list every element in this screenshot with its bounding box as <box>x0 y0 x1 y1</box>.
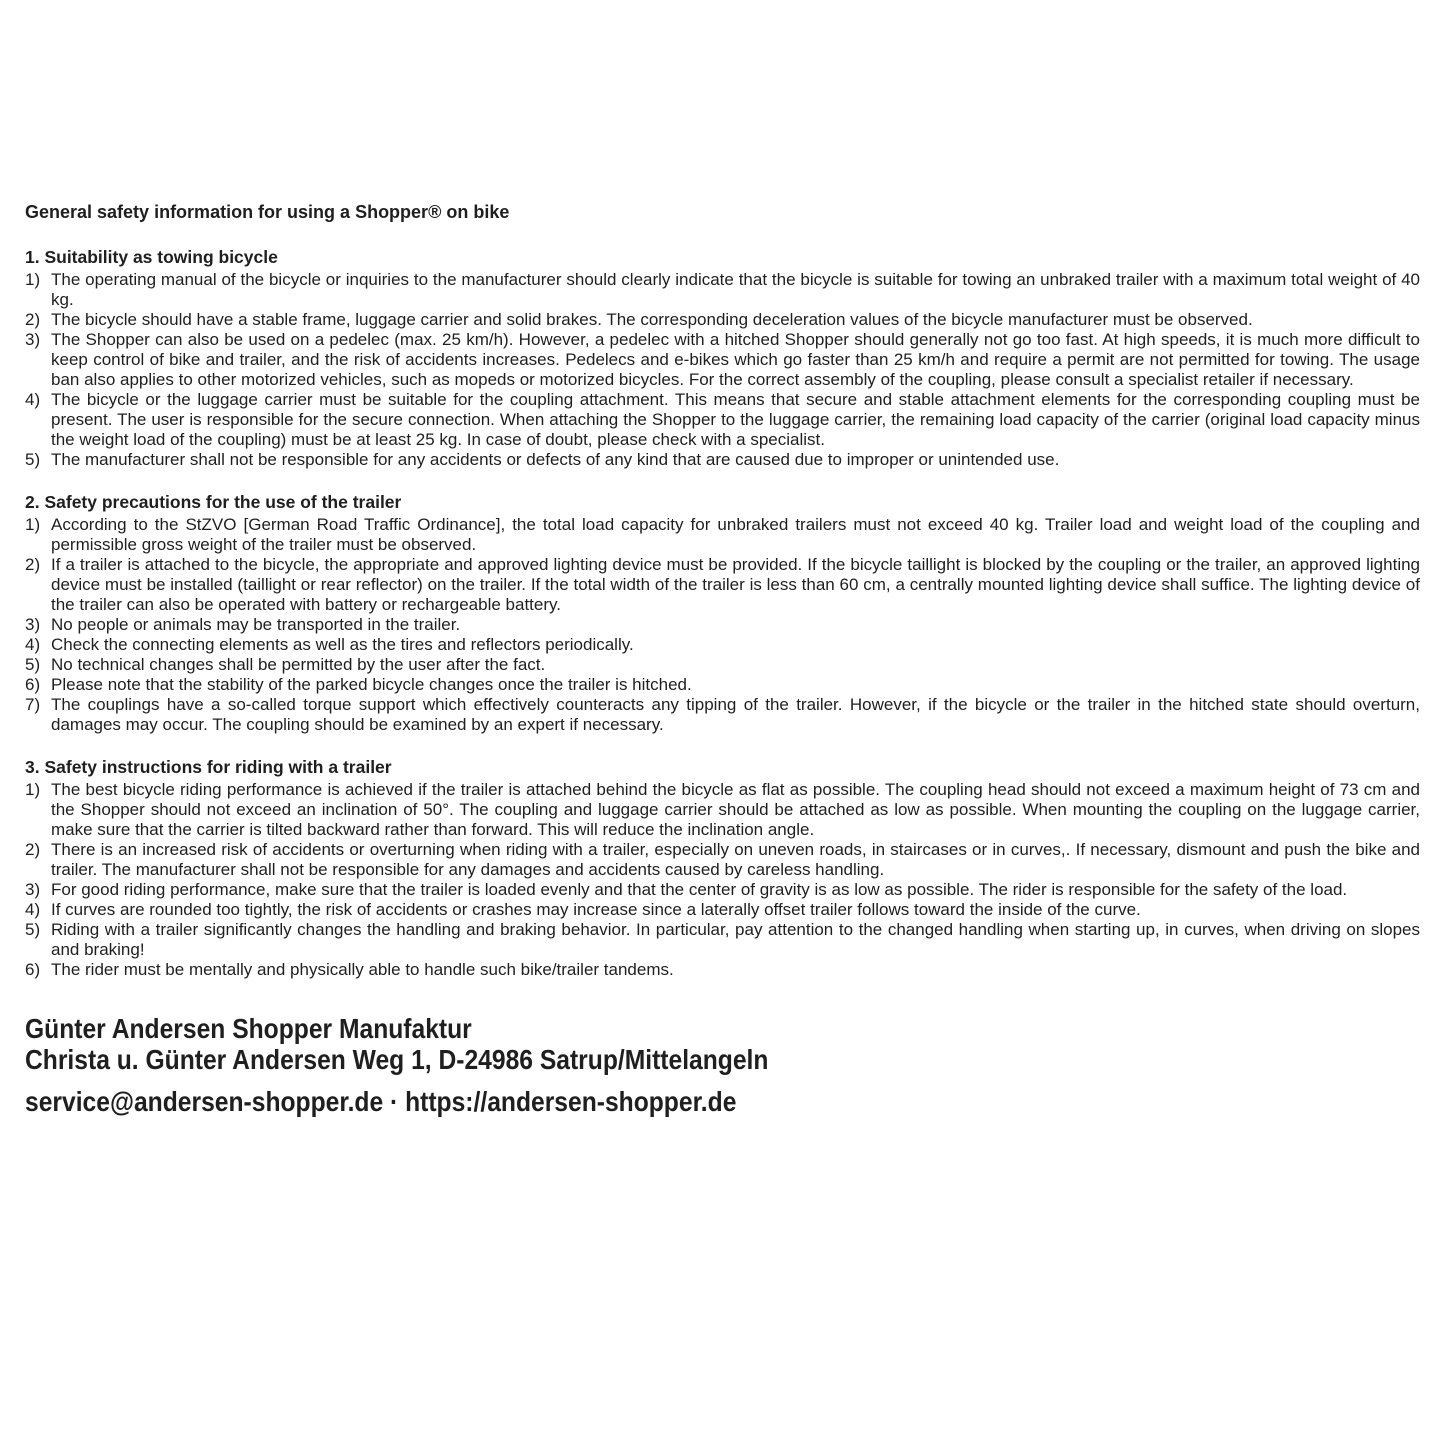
list-item <box>25 555 1420 615</box>
item-text: The operating manual of the bicycle or inquiries to the manufacturer should clearly indicate that the bicycle is suitable for towing an unbraked trailer with a maximum total weight of 40 kg. <box>51 270 1420 309</box>
item-number: 4) <box>25 635 41 654</box>
list-item <box>25 515 1420 555</box>
item-text: No people or animals may be transported in the trailer. <box>51 615 461 634</box>
footer-address: Christa u. Günter Andersen Weg 1, D-24986 Satrup/Mittelangeln <box>25 1044 769 1075</box>
list-item <box>25 390 1420 450</box>
list-item <box>25 330 1420 390</box>
footer-contact: service@andersen-shopper.de · https://andersen-shopper.de <box>25 1086 737 1117</box>
list-item <box>25 695 1420 735</box>
item-number: 5) <box>25 920 41 939</box>
list-item <box>25 880 1420 900</box>
item-text: There is an increased risk of accidents or overturning when riding with a trailer, especially on uneven roads, in staircases or in curves,. If necessary, dismount and push the bike and trailer. The manufacturer shall not be responsible for any damages and accidents caused by careless handling. <box>51 840 1420 879</box>
item-number: 1) <box>25 270 41 289</box>
list-item <box>25 450 1420 470</box>
item-text: Please note that the stability of the parked bicycle changes once the trailer is hitched. <box>51 675 692 694</box>
sections-container <box>25 247 1420 980</box>
item-number: 5) <box>25 655 41 674</box>
list-item <box>25 655 1420 675</box>
item-text: The manufacturer shall not be responsible for any accidents or defects of any kind that are caused due to improper or unintended use. <box>51 450 1060 469</box>
item-number: 7) <box>25 695 41 714</box>
list-item <box>25 615 1420 635</box>
item-text: The bicycle or the luggage carrier must be suitable for the coupling attachment. This means that secure and stable attachment elements for the corresponding coupling must be present. The user is responsible for the secure connection. When attaching the Shopper to the luggage carrier, the remaining load capacity of the carrier (original load capacity minus the weight load of the coupling) must be at least 25 kg. In case of doubt, please check with a specialist. <box>51 390 1420 449</box>
item-number: 2) <box>25 555 41 574</box>
item-text: The couplings have a so-called torque support which effectively counteracts any tipping of the trailer. However, if the bicycle or the trailer in the hitched state should overturn, damages may occur. The coupling should be examined by an expert if necessary. <box>51 695 1420 734</box>
item-number: 2) <box>25 840 41 859</box>
item-number: 5) <box>25 450 41 469</box>
item-text: The Shopper can also be used on a pedelec (max. 25 km/h). However, a pedelec with a hitched Shopper should generally not go too fast. At high speeds, it is much more difficult to keep control of bike and trailer, and the risk of accidents increases. Pedelecs and e-bikes which go faster than 25 km/h and require a permit are not permitted for towing. The usage ban also applies to other motorized vehicles, such as mopeds or motorized bicycles. For the correct assembly of the coupling, please consult a specialist retailer if necessary. <box>51 330 1420 389</box>
footer <box>25 1013 1420 1117</box>
item-text: Riding with a trailer significantly changes the handling and braking behavior. In particular, pay attention to the changed handling when starting up, in curves, when driving on slopes and braking! <box>51 920 1420 959</box>
item-text: If curves are rounded too tightly, the risk of accidents or crashes may increase since a laterally offset trailer follows toward the inside of the curve. <box>51 900 1141 919</box>
item-number: 3) <box>25 330 41 349</box>
section <box>25 492 1420 735</box>
item-number: 2) <box>25 310 41 329</box>
item-text: No technical changes shall be permitted by the user after the fact. <box>51 655 546 674</box>
section-heading: 3. Safety instructions for riding with a trailer <box>25 757 392 777</box>
list-item <box>25 900 1420 920</box>
item-number: 3) <box>25 615 41 634</box>
item-text: The rider must be mentally and physically able to handle such bike/trailer tandems. <box>51 960 674 979</box>
item-text: For good riding performance, make sure that the trailer is loaded evenly and that the center of gravity is as low as possible. The rider is responsible for the safety of the load. <box>51 880 1348 899</box>
item-text: The bicycle should have a stable frame, luggage carrier and solid brakes. The corresponding deceleration values of the bicycle manufacturer must be observed. <box>51 310 1253 329</box>
list-item <box>25 920 1420 960</box>
list-item <box>25 310 1420 330</box>
footer-company-name: Günter Andersen Shopper Manufaktur <box>25 1013 472 1044</box>
list-item <box>25 635 1420 655</box>
item-number: 3) <box>25 880 41 899</box>
item-number: 4) <box>25 900 41 919</box>
list-item <box>25 840 1420 880</box>
list-item <box>25 780 1420 840</box>
item-number: 1) <box>25 780 41 799</box>
item-text: If a trailer is attached to the bicycle, the appropriate and approved lighting device must be provided. If the bicycle taillight is blocked by the coupling or the trailer, an approved lighting device must be installed (taillight or rear reflector) on the trailer. If the total width of the trailer is less than 60 cm, a centrally mounted lighting device shall suffice. The lighting device of the trailer can also be operated with battery or rechargeable battery. <box>51 555 1420 614</box>
page-title: General safety information for using a Shopper® on bike <box>25 202 510 222</box>
list-item <box>25 270 1420 310</box>
item-number: 6) <box>25 960 41 979</box>
section-heading: 2. Safety precautions for the use of the trailer <box>25 492 402 512</box>
item-number: 4) <box>25 390 41 409</box>
item-text: According to the StZVO [German Road Traffic Ordinance], the total load capacity for unbraked trailers must not exceed 40 kg. Trailer load and weight load of the coupling and permissible gross weight of the trailer must be observed. <box>51 515 1420 554</box>
section-heading: 1. Suitability as towing bicycle <box>25 247 278 267</box>
item-text: Check the connecting elements as well as the tires and reflectors periodically. <box>51 635 634 654</box>
item-text: The best bicycle riding performance is achieved if the trailer is attached behind the bicycle as flat as possible. The coupling head should not exceed a maximum height of 73 cm and the Shopper should not exceed an inclination of 50°. The coupling and luggage carrier should be attached as low as possible. When mounting the coupling on the luggage carrier, make sure that the carrier is tilted backward rather than forward. This will reduce the inclination angle. <box>51 780 1420 839</box>
item-number: 1) <box>25 515 41 534</box>
list-item <box>25 960 1420 980</box>
section <box>25 247 1420 470</box>
list-item <box>25 675 1420 695</box>
section <box>25 757 1420 980</box>
item-number: 6) <box>25 675 41 694</box>
